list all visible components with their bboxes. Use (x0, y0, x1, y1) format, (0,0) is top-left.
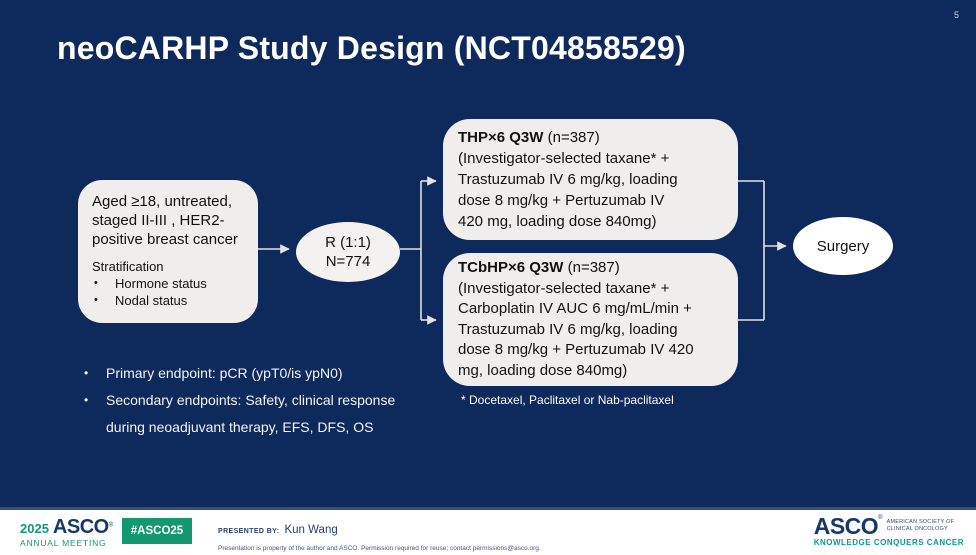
arm1-line: (Investigator-selected taxane* + (458, 150, 670, 167)
endpoint-text (106, 387, 395, 441)
endpoint-line: during neoadjuvant therapy, EFS, DFS, OS (106, 419, 374, 435)
bullet-icon: • (94, 294, 98, 306)
asco-org-name-line: AMERICAN SOCIETY OF (886, 519, 955, 525)
arm1-line: 420 mg, loading dose 840mg) (458, 213, 657, 230)
randomization-line: N=774 (325, 253, 371, 270)
presented-by-block (218, 520, 541, 552)
registered-mark-icon: ® (108, 522, 114, 529)
eligibility-line: positive breast cancer (92, 231, 238, 248)
surgery-node (793, 217, 893, 275)
endpoint-item (84, 387, 395, 441)
presenter-name: Kun Wang (284, 524, 338, 536)
stratification-item-label: Hormone status (115, 276, 207, 291)
bullet-icon: • (84, 393, 89, 407)
endpoint-line: Secondary endpoints: Safety, clinical response (106, 392, 396, 408)
arm2-line: Trastuzumab IV 6 mg/kg, loading (458, 320, 678, 338)
surgery-label: Surgery (816, 237, 870, 255)
arm1-thp-box (443, 119, 738, 240)
taxane-footnote: * Docetaxel, Paclitaxel or Nab-paclitaxel (461, 393, 674, 407)
randomization-line: R (1:1) (325, 234, 371, 251)
eligibility-line: Aged ≥18, untreated, (92, 193, 233, 210)
footer-bar (0, 507, 976, 555)
arm2-tcbhp-box (443, 253, 738, 386)
arm2-line: (Investigator-selected taxane* + (458, 279, 670, 297)
slide-title: neoCARHP Study Design (NCT04858529) (57, 30, 686, 66)
arm1-title-rest: (n=387) (543, 129, 600, 146)
registered-mark-icon: ® (878, 515, 883, 521)
bullet-icon: • (84, 366, 89, 380)
arm1-title (458, 127, 723, 148)
arm2-line: Carboplatin IV AUC 6 mg/mL/min + (458, 300, 692, 317)
hashtag-badge: #ASCO25 (122, 518, 192, 544)
arm2-title (458, 258, 723, 279)
stratification-item-label: Nodal status (115, 293, 188, 308)
asco-tagline: KNOWLEDGE CONQUERS CANCER (813, 538, 964, 547)
endpoint-line: Primary endpoint: pCR (ypT0/is ypN0) (106, 365, 343, 381)
eligibility-line: staged II-III , HER2- (92, 212, 225, 229)
meeting-org: ASCO (52, 516, 109, 538)
arm1-line: Trastuzumab IV 6 mg/kg, loading (458, 171, 678, 188)
meeting-logo-top (20, 517, 113, 537)
arm2-line: dose 8 mg/kg + Pertuzumab IV 420 (458, 341, 694, 358)
arm1-line: dose 8 mg/kg + Pertuzumab IV (458, 192, 665, 209)
asco-wordmark: ASCO (813, 513, 879, 539)
stratification-item (92, 292, 258, 309)
asco-society-logo (814, 515, 964, 547)
arm2-line: mg, loading dose 840mg) (458, 361, 628, 379)
presented-by-row (218, 520, 541, 538)
asco-org-name (887, 515, 955, 533)
meeting-name: ANNUAL MEETING (20, 538, 107, 548)
presented-by-label: PRESENTED BY: (218, 528, 280, 535)
endpoint-text (106, 360, 343, 387)
endpoints-list (84, 360, 395, 441)
arm2-title-rest: (n=387) (563, 259, 620, 276)
endpoint-item (84, 360, 395, 387)
meeting-year: 2025 (20, 521, 49, 536)
asco-logo-top-row (814, 515, 964, 537)
randomization-node (296, 222, 400, 282)
eligibility-box (78, 180, 258, 323)
stratification-label: Stratification (92, 259, 164, 274)
copyright-disclaimer: Presentation is property of the author and ASCO. Permission required for reuse; contact permissions@asco.org. (218, 545, 541, 552)
asco-org-name-line: CLINICAL ONCOLOGY (886, 526, 948, 532)
arm2-title-bold: TCbHP×6 Q3W (458, 259, 564, 276)
stratification-item (92, 275, 258, 292)
arm1-title-bold: THP×6 Q3W (458, 129, 544, 146)
bullet-icon: • (94, 277, 98, 289)
asco-annual-meeting-logo (20, 517, 113, 548)
page-number: 5 (953, 10, 959, 20)
